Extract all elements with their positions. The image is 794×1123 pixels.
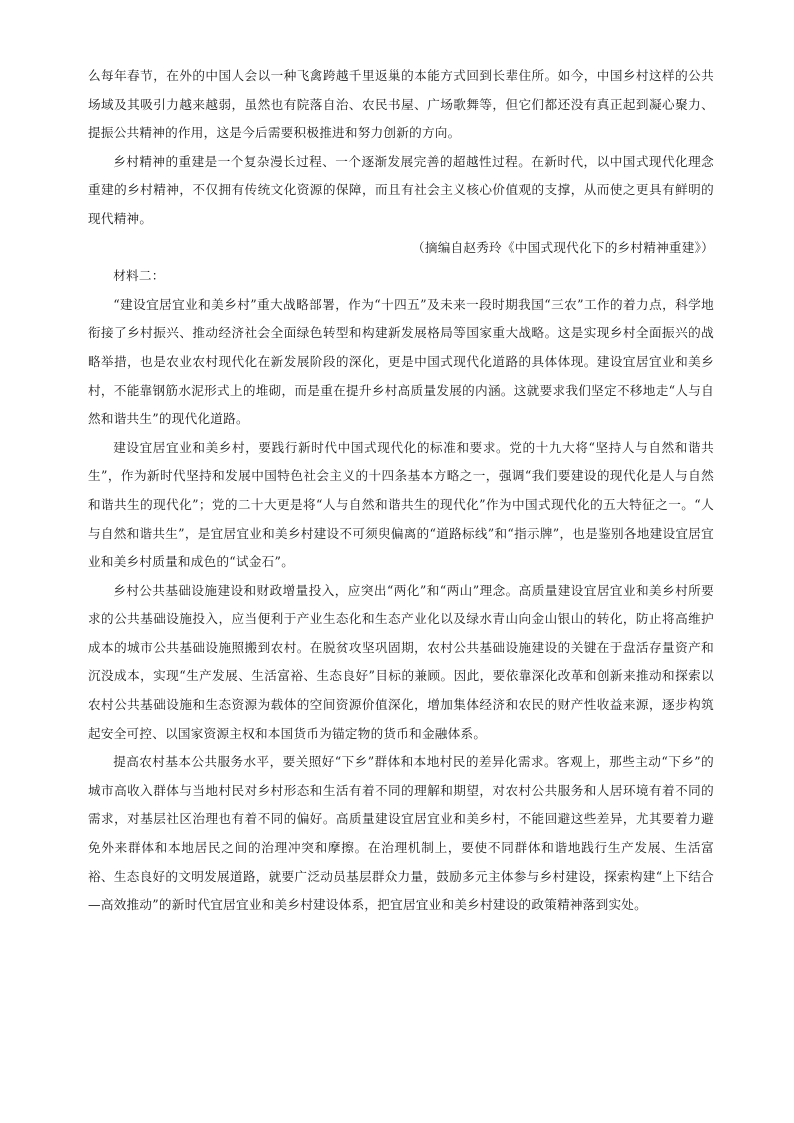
paragraph-harmony: 建设宜居宜业和美乡村，要践行新时代中国式现代化的标准和要求。党的十九大将“坚持人与自然和谐共生”，作为新时代坚持和发展中国特色社会主义的十四条基本方略之一，强调“我们要建设的现代化是人与自然和谐共生的现代化”；党的二十大更是将“人与自然和谐共生的现代化”作为中国式现代化的五大特征之一。“人与自然和谐共生”，是宜居宜业和美乡村建设不可须臾偏离的“道路标线”和“指示牌”，也是鉴别各地建设宜居宜业和美乡村质量和成色的“试金石”。 xyxy=(88,439,714,570)
source-citation: （摘编自赵秀玲《中国式现代化下的乡村精神重建》） xyxy=(412,239,714,255)
paragraph-infrastructure: 乡村公共基础设施建设和财政增量投入，应突出“两化”和“两山”理念。高质量建设宜居宜业和美乡村所要求的公共基础设施投入，应当便利于产业生态化和生态产业化以及绿水青山向金山银山的转化，防止将高维护成本的城市公共基础设施照搬到农村。在脱贫攻坚巩固期，农村公共基础设施建设的关键在于盘活存量资产和沉没成本，实现“生产发展、生活富裕、生态良好”目标的兼顾。因此，要依靠深化改革和创新来推动和探索以农村公共基础设施和生态资源为载体的空间资源价值深化，增加集体经济和农民的财产性收益来源，逐步构筑起安全可控、以国家资源主权和本国货币为锚定物的货币和金融体系。 xyxy=(88,582,714,741)
document-body xyxy=(88,62,714,920)
paragraph-public-service: 提高农村基本公共服务水平，要关照好“下乡”群体和本地村民的差异化需求。客观上，那些主动“下乡”的城市高收入群体与当地村民对乡村形态和生活有着不同的理解和期望，对农村公共服务和人居环境有着不同的需求，对基层社区治理也有着不同的偏好。高质量建设宜居宜业和美乡村，不能回避这些差异，尤其要着力避免外来群体和本地居民之间的治理冲突和摩擦。在治理机制上，要使不同群体和谐地践行生产发展、生活富裕、生态良好的文明发展道路，就要广泛动员基层群众力量，鼓励多元主体参与乡村建设，探索构建“上下结合—高效推动”的新时代宜居宜业和美乡村建设体系，把宜居宜业和美乡村建设的政策精神落到实处。 xyxy=(88,754,714,913)
material-two-heading: 材料二： xyxy=(113,268,165,284)
paragraph-strategy: “建设宜居宜业和美乡村”重大战略部署，作为“十四五”及未来一段时期我国“三农”工作的着力点，科学地衔接了乡村振兴、推动经济社会全面绿色转型和构建新发展格局等国家重大战略。这是实现乡村全面振兴的战略举措，也是农业农村现代化在新发展阶段的深化，更是中国式现代化道路的具体体现。建设宜居宜业和美乡村，不能靠钢筋水泥形式上的堆砌，而是重在提升乡村高质量发展的内涵。这就要求我们坚定不移地走“人与自然和谐共生”的现代化道路。 xyxy=(88,296,714,427)
paragraph-continued: 么每年春节，在外的中国人会以一种飞禽跨越千里返巢的本能方式回到长辈住所。如今，中国乡村这样的公共场域及其吸引力越来越弱，虽然也有院落自治、农民书屋、广场歌舞等，但它们都还没有真正起到凝心聚力、提振公共精神的作用，这是今后需要积极推进和努力创新的方向。 xyxy=(88,68,714,141)
paragraph-rural-spirit: 乡村精神的重建是一个复杂漫长过程、一个逐渐发展完善的超越性过程。在新时代，以中国式现代化理念重建的乡村精神，不仅拥有传统文化资源的保障，而且有社会主义核心价值观的支撑，从而使之更具有鲜明的现代精神。 xyxy=(88,153,714,226)
